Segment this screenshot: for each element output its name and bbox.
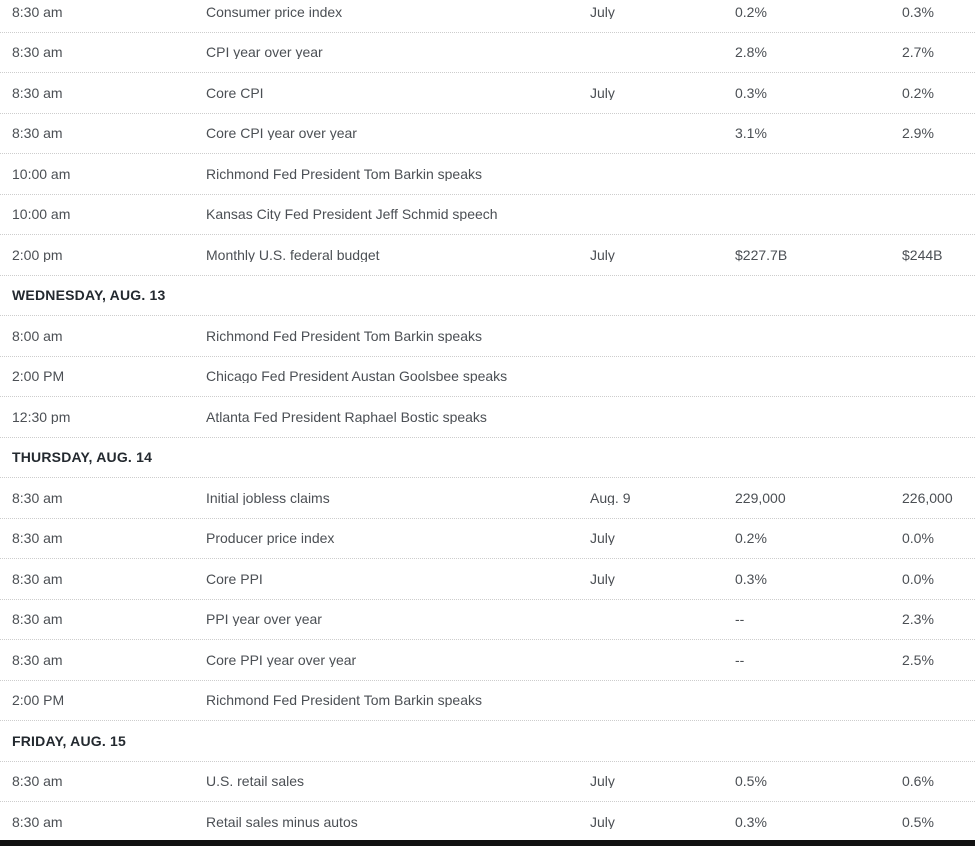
event-period: Aug. 9 xyxy=(590,490,631,505)
event-previous: 2.5% xyxy=(902,652,934,667)
table-row xyxy=(0,195,975,236)
event-time: 8:00 am xyxy=(12,328,63,343)
event-previous: 2.3% xyxy=(902,612,934,627)
event-report: Initial jobless claims xyxy=(206,490,330,505)
event-actual: 0.3% xyxy=(735,814,767,829)
table-row xyxy=(0,681,975,722)
event-period: July xyxy=(590,774,615,789)
event-report: Richmond Fed President Tom Barkin speaks xyxy=(206,693,482,708)
event-previous: 0.2% xyxy=(902,85,934,100)
event-report: U.S. retail sales xyxy=(206,774,305,789)
event-previous: 0.0% xyxy=(902,531,934,546)
table-row xyxy=(0,316,975,357)
event-previous: 226,000 xyxy=(902,490,953,505)
event-actual: -- xyxy=(735,612,745,627)
event-report: Core PPI xyxy=(206,571,263,586)
event-actual: 229,000 xyxy=(735,490,786,505)
event-time: 8:30 am xyxy=(12,45,63,60)
section-header-row xyxy=(0,276,975,317)
event-report: Producer price index xyxy=(206,531,335,546)
event-time: 2:00 pm xyxy=(12,247,63,262)
section-header-row xyxy=(0,438,975,479)
table-row xyxy=(0,559,975,600)
table-row xyxy=(0,519,975,560)
event-previous: 2.9% xyxy=(902,126,934,141)
table-row xyxy=(0,640,975,681)
table-row xyxy=(0,0,975,33)
table-row xyxy=(0,235,975,276)
section-header-label: FRIDAY, AUG. 15 xyxy=(12,732,126,749)
event-period: July xyxy=(590,85,615,100)
event-actual: 3.1% xyxy=(735,126,767,141)
table-bottom-border xyxy=(0,840,975,846)
event-actual: -- xyxy=(735,652,745,667)
event-report: Core PPI year over year xyxy=(206,652,357,667)
event-report: Richmond Fed President Tom Barkin speaks xyxy=(206,328,482,343)
event-actual: 0.5% xyxy=(735,774,767,789)
event-period: July xyxy=(590,531,615,546)
event-time: 8:30 am xyxy=(12,652,63,667)
event-time: 8:30 am xyxy=(12,531,63,546)
table-row xyxy=(0,600,975,641)
event-actual: 2.8% xyxy=(735,45,767,60)
event-previous: 0.0% xyxy=(902,571,934,586)
event-period: July xyxy=(590,571,615,586)
event-report: PPI year over year xyxy=(206,612,322,627)
section-header-label: THURSDAY, AUG. 14 xyxy=(12,449,153,466)
event-time: 10:00 am xyxy=(12,207,71,222)
event-time: 10:00 am xyxy=(12,166,71,181)
table-row xyxy=(0,73,975,114)
table-row xyxy=(0,357,975,398)
event-time: 8:30 am xyxy=(12,490,63,505)
event-period: July xyxy=(590,814,615,829)
event-time: 12:30 pm xyxy=(12,409,71,424)
event-period: July xyxy=(590,4,615,19)
table-row xyxy=(0,802,975,843)
event-report: Core CPI xyxy=(206,85,264,100)
table-row xyxy=(0,154,975,195)
event-time: 8:30 am xyxy=(12,612,63,627)
event-actual: 0.2% xyxy=(735,4,767,19)
event-time: 2:00 PM xyxy=(12,369,65,384)
table-row xyxy=(0,478,975,519)
event-report: Core CPI year over year xyxy=(206,126,357,141)
event-previous: 0.3% xyxy=(902,4,934,19)
event-previous: $244B xyxy=(902,247,943,262)
table-row xyxy=(0,114,975,155)
section-header-row xyxy=(0,721,975,762)
event-time: 8:30 am xyxy=(12,814,63,829)
event-report: Kansas City Fed President Jeff Schmid speech xyxy=(206,207,498,222)
event-actual: 0.2% xyxy=(735,531,767,546)
event-report: Richmond Fed President Tom Barkin speaks xyxy=(206,166,482,181)
event-time: 8:30 am xyxy=(12,571,63,586)
event-time: 2:00 PM xyxy=(12,693,65,708)
event-previous: 0.6% xyxy=(902,774,934,789)
event-previous: 0.5% xyxy=(902,814,934,829)
event-time: 8:30 am xyxy=(12,126,63,141)
table-row xyxy=(0,397,975,438)
event-actual: 0.3% xyxy=(735,85,767,100)
event-previous: 2.7% xyxy=(902,45,934,60)
event-report: Atlanta Fed President Raphael Bostic speaks xyxy=(206,409,487,424)
event-actual: $227.7B xyxy=(735,247,788,262)
event-report: Monthly U.S. federal budget xyxy=(206,247,380,262)
event-time: 8:30 am xyxy=(12,85,63,100)
table-row xyxy=(0,33,975,74)
event-report: Retail sales minus autos xyxy=(206,814,358,829)
event-report: Consumer price index xyxy=(206,4,343,19)
event-period: July xyxy=(590,247,615,262)
event-time: 8:30 am xyxy=(12,774,63,789)
event-time: 8:30 am xyxy=(12,4,63,19)
event-actual: 0.3% xyxy=(735,571,767,586)
event-report: Chicago Fed President Austan Goolsbee speaks xyxy=(206,369,508,384)
table-row xyxy=(0,762,975,803)
section-header-label: WEDNESDAY, AUG. 13 xyxy=(12,287,166,304)
event-report: CPI year over year xyxy=(206,45,323,60)
